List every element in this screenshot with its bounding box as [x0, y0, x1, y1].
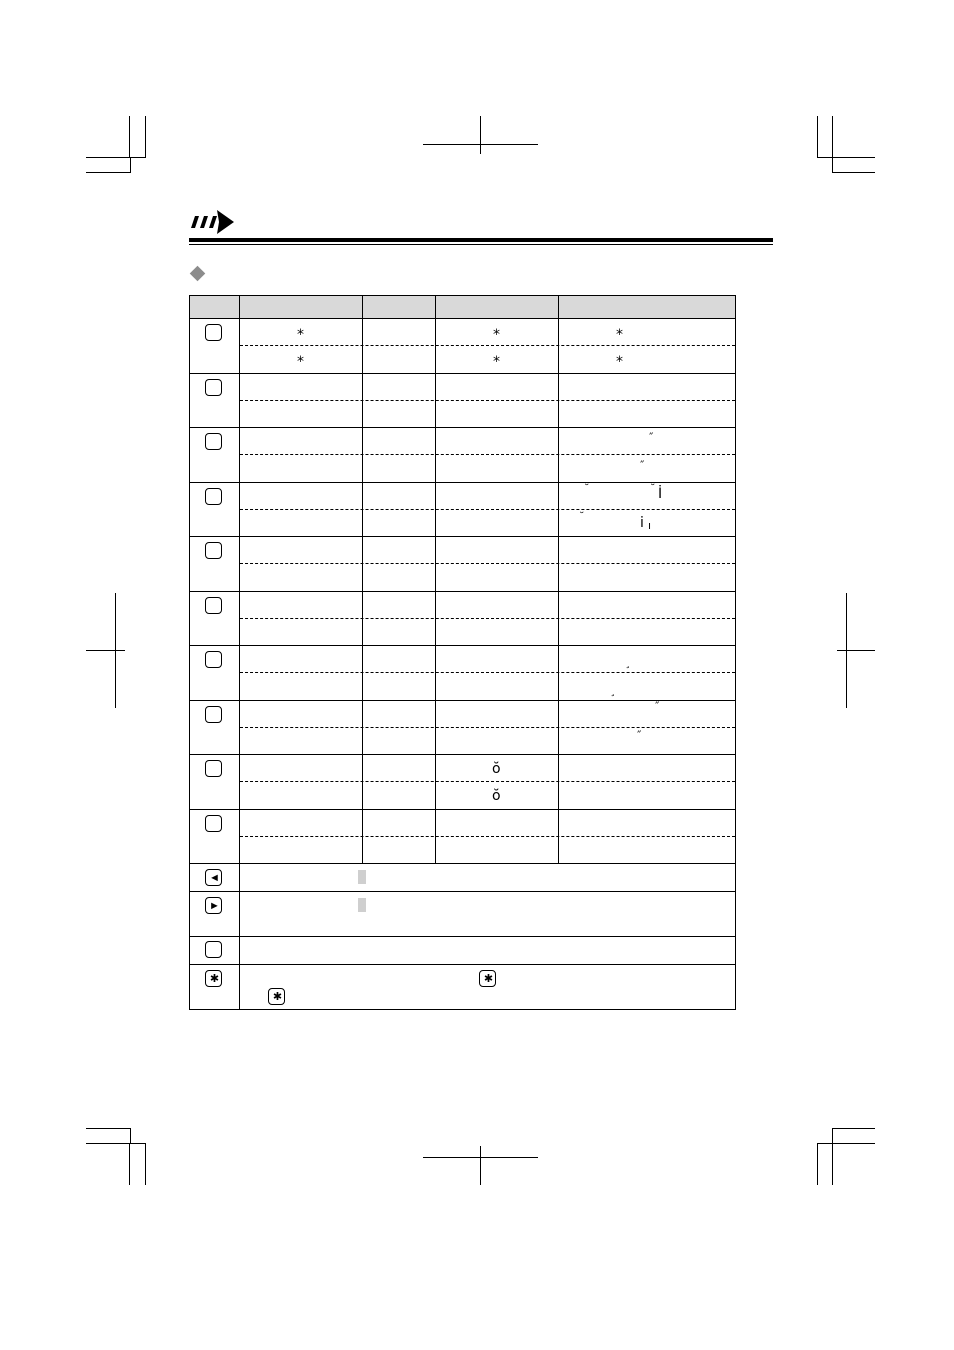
- crop-mark: [817, 1143, 875, 1144]
- crop-mark: [832, 116, 833, 173]
- row-dash-divider: [240, 454, 735, 455]
- row-divider: [189, 536, 736, 537]
- grey-marker: [358, 870, 366, 884]
- row-divider: [189, 591, 736, 592]
- header-rule-thin: [189, 244, 773, 245]
- row-divider: [189, 891, 736, 892]
- column-divider: [558, 295, 559, 863]
- column-divider: [435, 295, 436, 863]
- double-acute-mark: ˝: [639, 459, 645, 472]
- comma-mark: ¸: [625, 656, 631, 669]
- row-dash-divider: [240, 836, 735, 837]
- double-acute-mark: ˝: [648, 431, 654, 444]
- crop-mark: [423, 144, 538, 145]
- right-key-icon: ►: [205, 897, 222, 914]
- column-divider: [362, 295, 363, 863]
- forward-arrow-icon: [189, 206, 235, 236]
- dotted-i-upper: İ: [658, 486, 663, 502]
- row-divider: [189, 373, 736, 374]
- digit-key-icon: [205, 488, 222, 505]
- star-mark: *: [616, 354, 623, 370]
- crop-mark: [145, 1143, 146, 1185]
- blank-key-icon: [205, 941, 222, 958]
- digit-key-icon: [205, 760, 222, 777]
- digit-key-icon: [205, 542, 222, 559]
- row-dash-divider: [240, 618, 735, 619]
- crop-mark: [480, 116, 481, 154]
- crop-mark: [817, 157, 875, 158]
- dotted-i-lower: i: [640, 515, 644, 531]
- special-mark: ŏ: [492, 761, 501, 777]
- breve-mark: ˘: [650, 482, 656, 495]
- breve-mark: ˘: [579, 510, 585, 523]
- crop-mark: [832, 1128, 833, 1185]
- star-mark: *: [493, 327, 500, 343]
- row-dash-divider: [240, 563, 735, 564]
- crop-mark: [480, 1146, 481, 1185]
- crop-mark: [129, 116, 130, 158]
- crop-mark: [86, 157, 146, 158]
- breve-mark: ˘: [584, 482, 590, 495]
- crop-mark: [129, 1143, 130, 1185]
- row-dash-divider: [240, 400, 735, 401]
- row-divider: [189, 754, 736, 755]
- crop-mark: [817, 1143, 818, 1185]
- crop-mark: [837, 650, 875, 651]
- crop-mark: [86, 650, 125, 651]
- crop-mark: [86, 172, 130, 173]
- row-dash-divider: [240, 509, 735, 510]
- character-table: [189, 295, 736, 1010]
- double-acute-mark: ˝: [636, 729, 642, 742]
- column-divider: [239, 295, 240, 1009]
- row-divider: [189, 427, 736, 428]
- row-divider: [189, 863, 736, 864]
- crop-mark: [86, 1143, 146, 1144]
- comma-mark: ¸: [610, 684, 616, 697]
- crop-mark: [817, 116, 818, 158]
- row-divider: [189, 964, 736, 965]
- header-rule: [189, 238, 773, 242]
- row-divider: [189, 936, 736, 937]
- crop-mark: [832, 1128, 875, 1129]
- double-acute-mark: ˝: [654, 700, 660, 713]
- crop-mark: [130, 157, 131, 173]
- crop-mark: [832, 172, 875, 173]
- row-dash-divider: [240, 727, 735, 728]
- row-dash-divider: [240, 345, 735, 346]
- crop-mark: [130, 1128, 131, 1144]
- star-mark: *: [493, 354, 500, 370]
- star-key-icon: ✱: [268, 988, 285, 1005]
- left-key-icon: ◄: [205, 869, 222, 886]
- crop-mark: [145, 116, 146, 158]
- row-divider: [189, 809, 736, 810]
- digit-key-icon: [205, 433, 222, 450]
- small-i-mark: ı: [648, 519, 652, 532]
- row-dash-divider: [240, 781, 735, 782]
- row-dash-divider: [240, 672, 735, 673]
- digit-key-icon: [205, 651, 222, 668]
- diamond-icon: [190, 266, 206, 282]
- digit-key-icon: [205, 706, 222, 723]
- star-mark: *: [297, 327, 304, 343]
- star-key-icon: ✱: [479, 970, 496, 987]
- digit-key-icon: [205, 597, 222, 614]
- table-border: [189, 295, 736, 1010]
- star-mark: *: [297, 354, 304, 370]
- star-mark: *: [616, 327, 623, 343]
- special-mark: ŏ: [492, 788, 501, 804]
- digit-key-icon: [205, 379, 222, 396]
- digit-key-icon: [205, 815, 222, 832]
- star-key-icon: ✱: [205, 970, 222, 987]
- digit-key-icon: [205, 324, 222, 341]
- grey-marker: [358, 898, 366, 912]
- crop-mark: [86, 1128, 130, 1129]
- row-divider: [189, 318, 736, 319]
- row-divider: [189, 645, 736, 646]
